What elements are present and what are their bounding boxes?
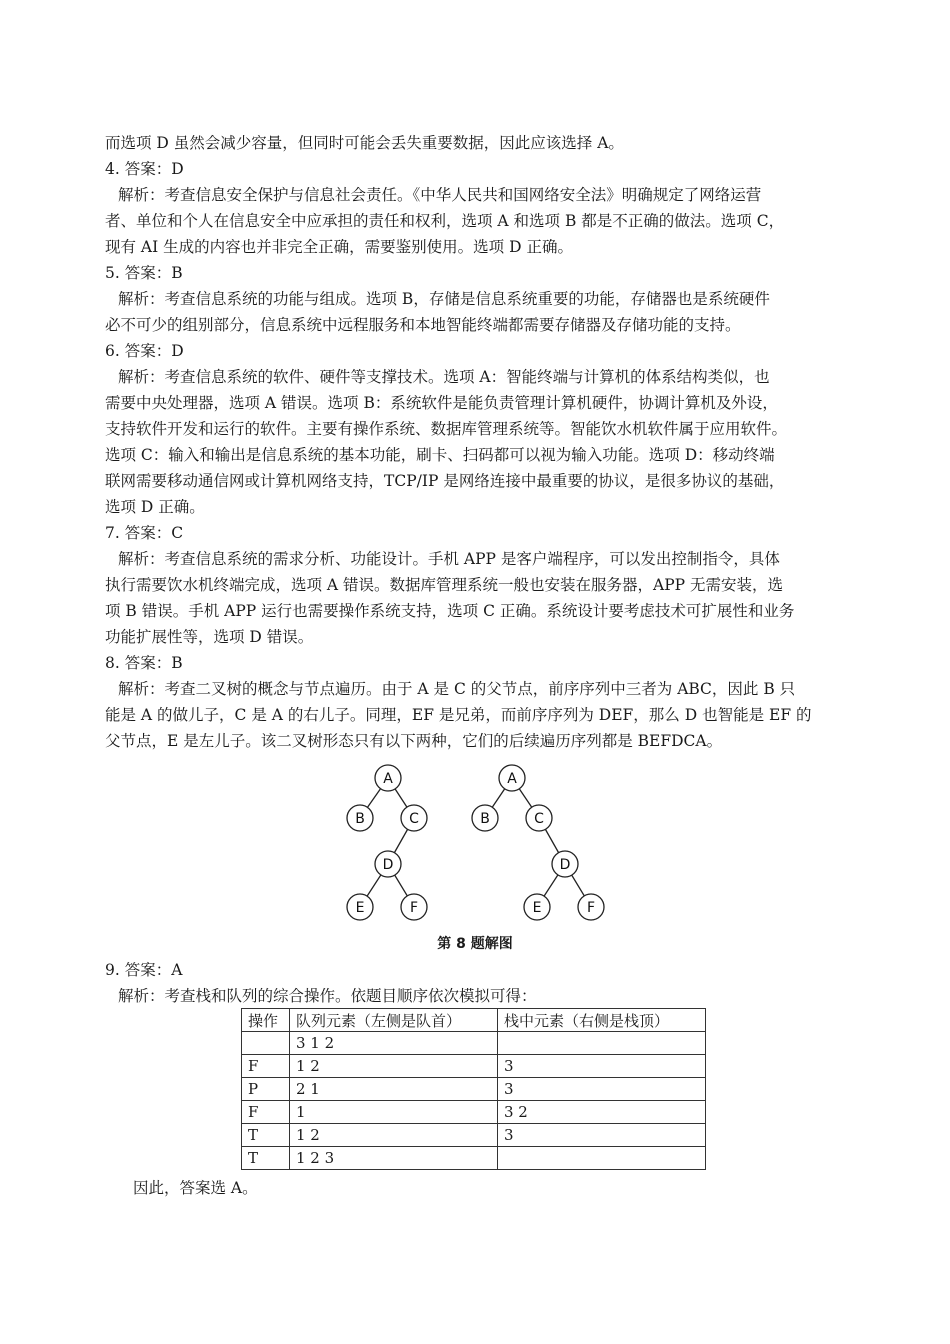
- cell-stack: 3: [498, 1124, 706, 1147]
- cell-stack: 3: [498, 1078, 706, 1101]
- answer-8: 8. 答案：B: [105, 654, 183, 672]
- table-header-row: [242, 1009, 706, 1032]
- answer-9: 9. 答案：A: [105, 961, 183, 979]
- tree2-node-c: [526, 805, 552, 831]
- cell-stack: [498, 1032, 706, 1055]
- figure-caption: 第 8 题解图: [437, 936, 513, 952]
- table-row: [242, 1032, 706, 1055]
- cell-stack: 3: [498, 1055, 706, 1078]
- text-line: 而选项 D 虽然会减少容量，但同时可能会丢失重要数据，因此应该选择 A。: [105, 134, 624, 152]
- table-row: [242, 1124, 706, 1147]
- cell-operation: F: [242, 1055, 290, 1078]
- cell-operation: [242, 1032, 290, 1055]
- text-line: 选项 D 正确。: [105, 498, 205, 516]
- text-line: 现有 AI 生成的内容也并非完全正确，需要鉴别使用。选项 D 正确。: [105, 238, 573, 256]
- table-row: [242, 1101, 706, 1124]
- analysis-7: 解析：考查信息系统的需求分析、功能设计。手机 APP 是客户端程序，可以发出控制指令，具体: [118, 550, 780, 568]
- text-line: 者、单位和个人在信息安全中应承担的责任和权利，选项 A 和选项 B 都是不正确的做法。选项 C，: [105, 212, 785, 230]
- tree2-node-a: [499, 765, 525, 791]
- tree2-node-b: [472, 805, 498, 831]
- tree1-node-d: [375, 851, 401, 877]
- text-line: 选项 C：输入和输出是信息系统的基本功能，刷卡、扫码都可以视为输入功能。选项 D：移动终端: [105, 446, 775, 464]
- cell-operation: P: [242, 1078, 290, 1101]
- analysis-4: 解析：考查信息安全保护与信息社会责任。《中华人民共和国网络安全法》明确规定了网络运营: [118, 186, 762, 204]
- header-stack: 栈中元素（右侧是栈顶）: [498, 1009, 706, 1032]
- answer-7: 7. 答案：C: [105, 524, 184, 542]
- analysis-8: 解析：考查二叉树的概念与节点遍历。由于 A 是 C 的父节点，前序序列中三者为 ABC，因此 B 只: [118, 680, 796, 698]
- table-row: [242, 1147, 706, 1170]
- svg-text:D: D: [382, 857, 394, 873]
- cell-stack: [498, 1147, 706, 1170]
- svg-text:F: F: [586, 900, 596, 916]
- cell-operation: F: [242, 1101, 290, 1124]
- svg-text:D: D: [559, 857, 571, 873]
- svg-text:B: B: [355, 811, 365, 827]
- text-line: 父节点，E 是左儿子。该二叉树形态只有以下两种，它们的后续遍历序列都是 BEFDCA。: [105, 732, 723, 750]
- tree2-node-e: [524, 894, 550, 920]
- cell-queue: 2 1: [290, 1078, 498, 1101]
- analysis-9: 解析：考查栈和队列的综合操作。依题目顺序依次模拟可得：: [118, 987, 537, 1005]
- cell-queue: 1 2: [290, 1055, 498, 1078]
- cell-stack: 3 2: [498, 1101, 706, 1124]
- svg-text:A: A: [507, 771, 517, 787]
- header-queue: 队列元素（左侧是队首）: [290, 1009, 498, 1032]
- table-row: [242, 1055, 706, 1078]
- answer-4: 4. 答案：D: [105, 160, 184, 178]
- analysis-6: 解析：考查信息系统的软件、硬件等支撑技术。选项 A：智能终端与计算机的体系结构类似，也: [118, 368, 770, 386]
- svg-text:E: E: [355, 900, 365, 916]
- cell-operation: T: [242, 1147, 290, 1170]
- tree1-node-f: [401, 894, 427, 920]
- svg-text:C: C: [409, 811, 419, 827]
- header-operation: 操作: [242, 1009, 290, 1032]
- tree1-node-b: [347, 805, 373, 831]
- cell-queue: 1 2: [290, 1124, 498, 1147]
- answer-5: 5. 答案：B: [105, 264, 183, 282]
- table-row: [242, 1078, 706, 1101]
- text-line: 功能扩展性等，选项 D 错误。: [105, 628, 314, 646]
- conclusion-9: 因此，答案选 A。: [133, 1179, 258, 1197]
- svg-text:F: F: [409, 900, 419, 916]
- text-line: 项 B 错误。手机 APP 运行也需要操作系统支持，选项 C 正确。系统设计要考虑技术可扩展性和业务: [105, 602, 795, 620]
- text-line: 能是 A 的做儿子，C 是 A 的右儿子。同理，EF 是兄弟，而前序序列为 DEF，那么 D 也智能是 EF 的: [105, 706, 812, 724]
- tree2-node-d: [552, 851, 578, 877]
- text-line: 必不可少的组别部分，信息系统中远程服务和本地智能终端都需要存储器及存储功能的支持。: [105, 316, 741, 334]
- tree1-node-e: [347, 894, 373, 920]
- cell-queue: 3 1 2: [290, 1032, 498, 1055]
- svg-text:A: A: [383, 771, 393, 787]
- stack-queue-table: [241, 1008, 706, 1170]
- svg-text:C: C: [534, 811, 544, 827]
- svg-text:B: B: [480, 811, 490, 827]
- binary-tree-figure: [330, 760, 620, 925]
- text-line: 需要中央处理器，选项 A 错误。选项 B：系统软件是能负责管理计算机硬件，协调计算机及外设，: [105, 394, 778, 412]
- text-line: 执行需要饮水机终端完成，选项 A 错误。数据库管理系统一般也安装在服务器，APP 无需安装，选: [105, 576, 784, 594]
- tree1-node-a: [375, 765, 401, 791]
- cell-queue: 1: [290, 1101, 498, 1124]
- svg-text:E: E: [532, 900, 542, 916]
- cell-queue: 1 2 3: [290, 1147, 498, 1170]
- answer-6: 6. 答案：D: [105, 342, 184, 360]
- text-line: 支持软件开发和运行的软件。主要有操作系统、数据库管理系统等。智能饮水机软件属于应用软件。: [105, 420, 788, 438]
- text-line: 联网需要移动通信网或计算机网络支持，TCP/IP 是网络连接中最重要的协议，是很多协议的基础，: [105, 472, 785, 490]
- analysis-5: 解析：考查信息系统的功能与组成。选项 B，存储是信息系统重要的功能，存储器也是系统硬件: [118, 290, 770, 308]
- cell-operation: T: [242, 1124, 290, 1147]
- tree1-node-c: [401, 805, 427, 831]
- tree2-node-f: [578, 894, 604, 920]
